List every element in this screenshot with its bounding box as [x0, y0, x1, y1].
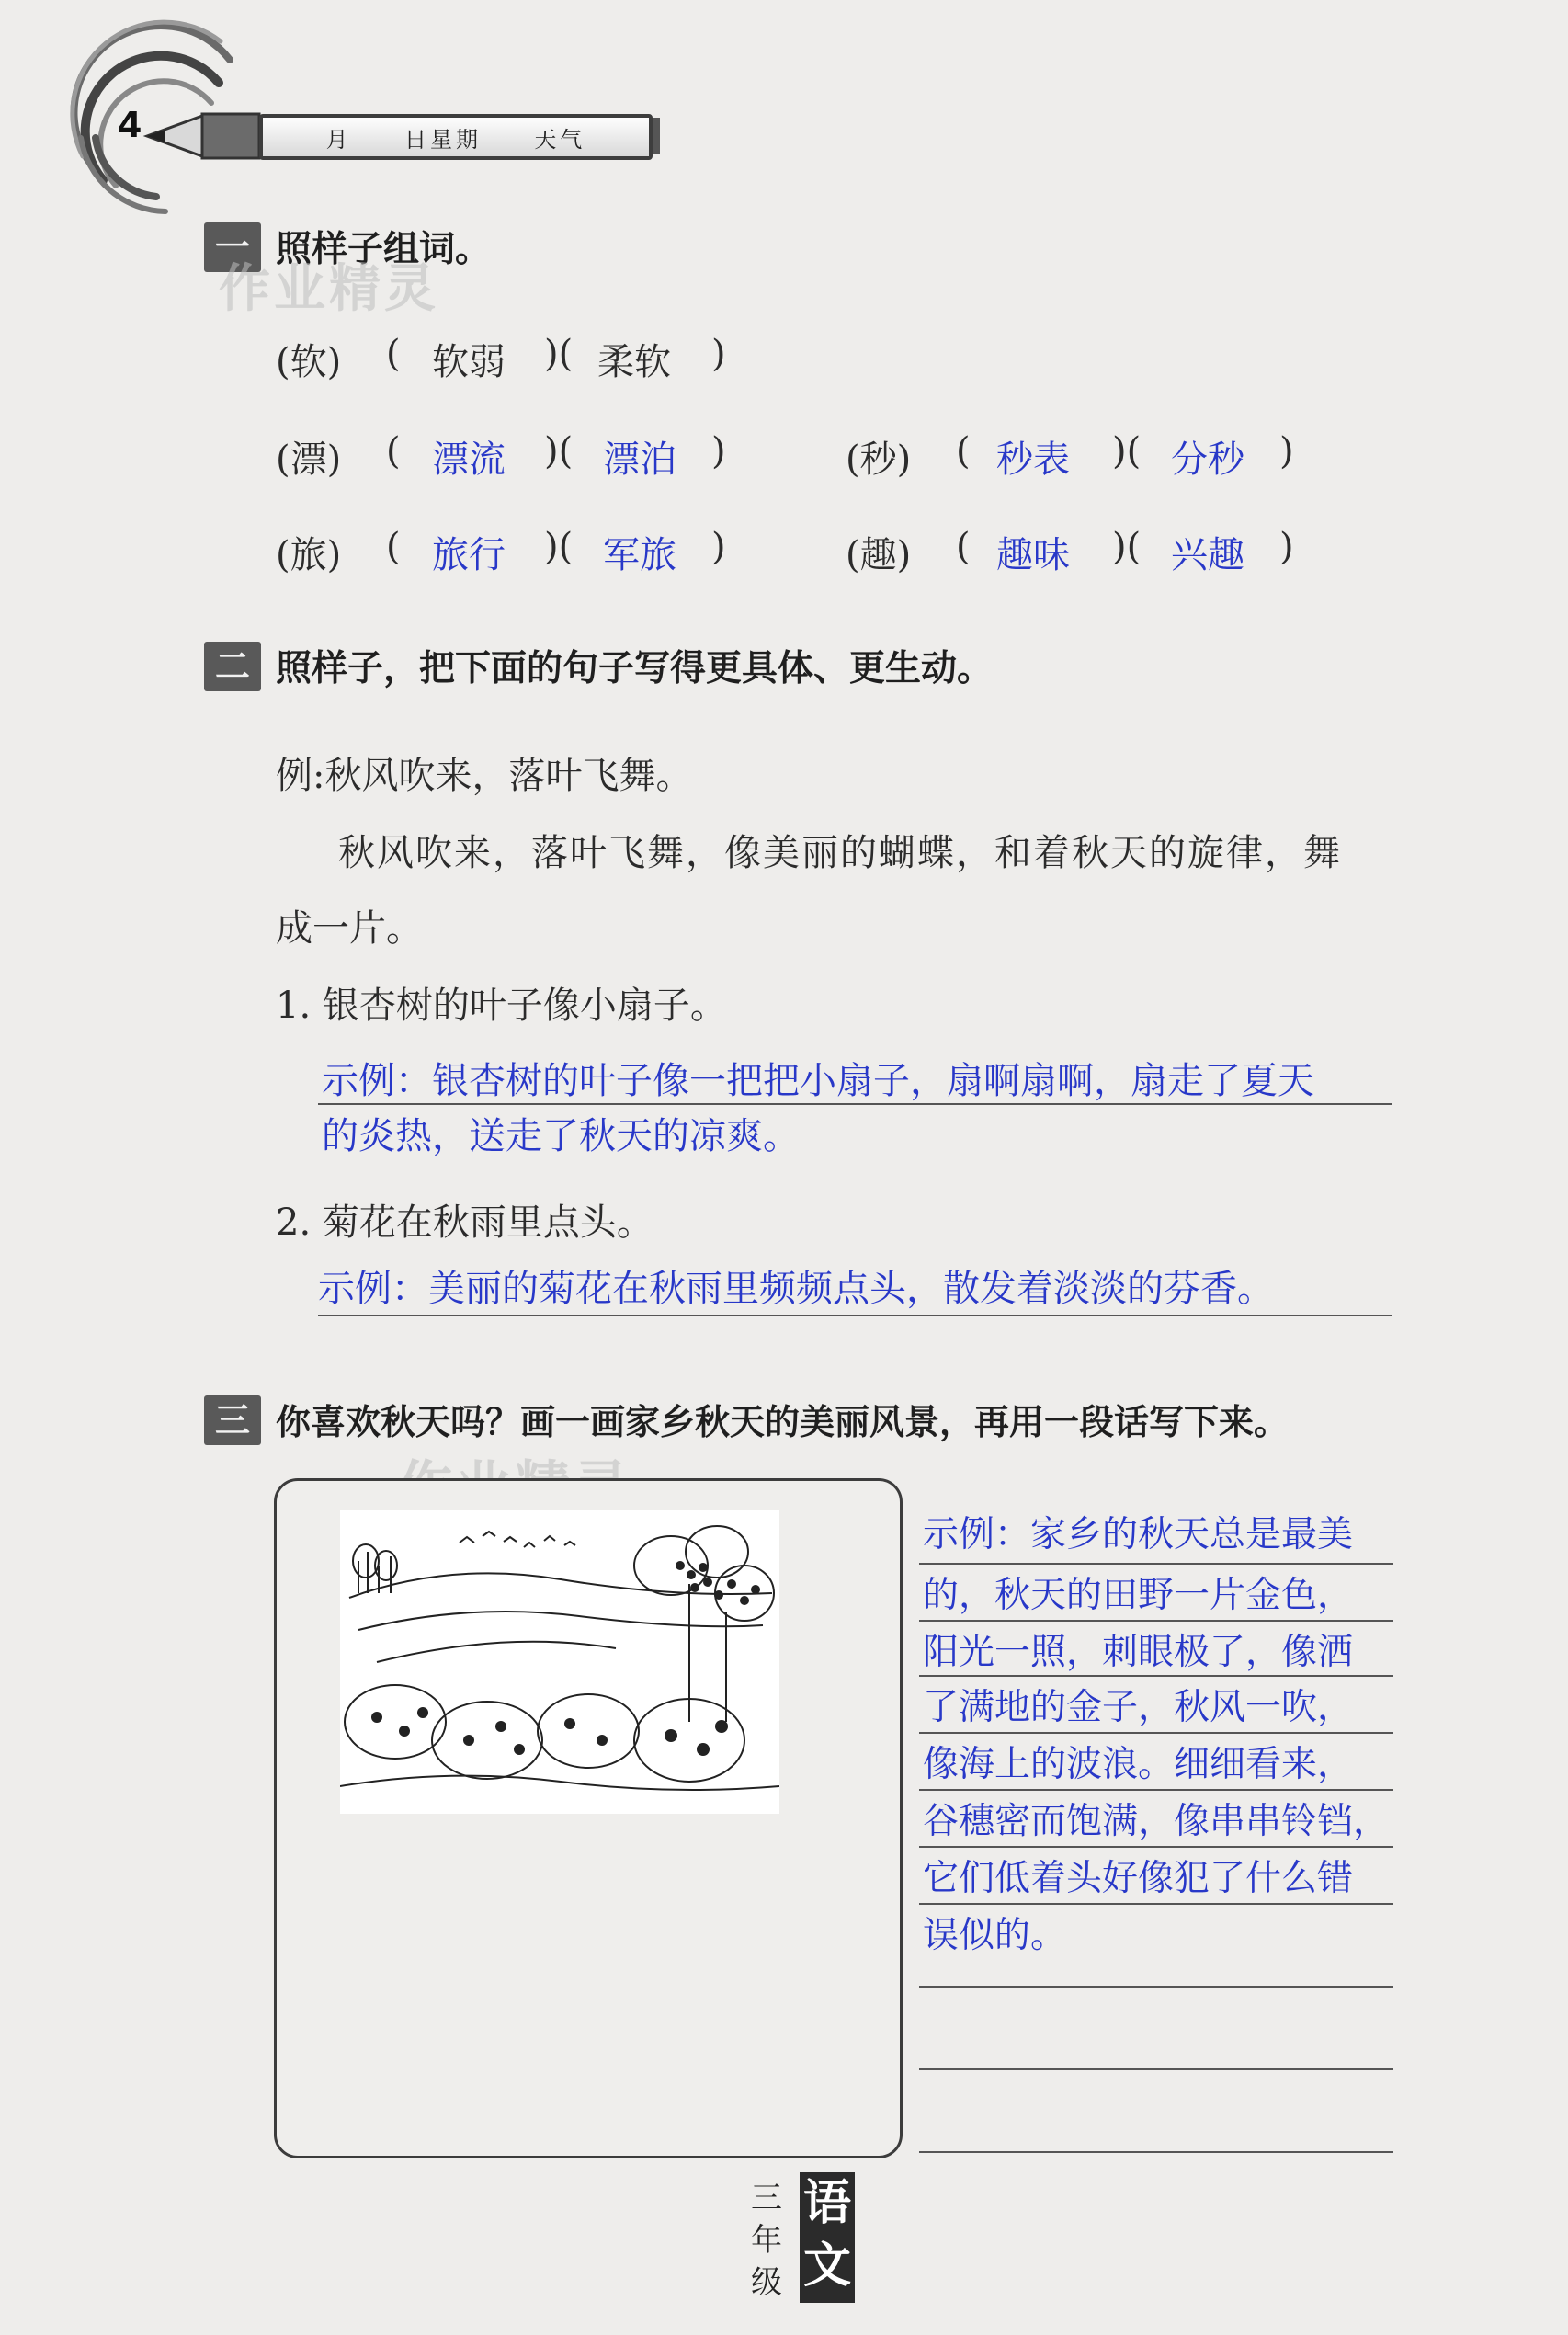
day-weekday-label: 日星期	[403, 126, 482, 153]
answer-quwei: 趣味	[996, 534, 1070, 576]
paren-open: (	[956, 430, 971, 473]
subject-char: 语	[802, 2175, 851, 2231]
paren-close: )	[711, 430, 726, 473]
char-miao: (秒)	[846, 439, 912, 481]
paren-open: (	[956, 526, 971, 568]
paren-open: (	[386, 526, 401, 568]
answer-lvxing: 旅行	[432, 534, 506, 576]
answer-line	[919, 2068, 1393, 2070]
answer-1-line2: 的炎热，送走了秋天的凉爽。	[322, 1115, 800, 1157]
date-weather-bar	[259, 114, 653, 160]
answer-3-line7: 它们低着头好像犯了什么错	[923, 1858, 1354, 1899]
month-label: 月	[325, 126, 352, 153]
paren-close: )	[711, 333, 726, 375]
word-ruanruo: 软弱	[432, 341, 506, 383]
question-2: 2. 菊花在秋雨里点头。	[276, 1202, 653, 1244]
answer-piaoliu: 漂流	[432, 439, 506, 481]
example-expanded-line2: 成一片。	[276, 907, 423, 950]
grade-char: 级	[751, 2264, 782, 2301]
autumn-landscape-illustration	[340, 1510, 779, 1814]
paren-pair: )(	[544, 333, 574, 375]
paren-close: )	[1279, 526, 1294, 568]
answer-3-line8: 误似的。	[923, 1915, 1067, 1956]
answer-miaobiao: 秒表	[996, 439, 1070, 481]
subject-label	[800, 2172, 855, 2303]
paren-pair: )(	[1112, 526, 1142, 568]
paren-pair: )(	[1112, 430, 1142, 473]
page-number: 4	[118, 105, 142, 145]
grade-char: 年	[751, 2222, 782, 2259]
answer-3-line3: 阳光一照，刺眼极了，像洒	[923, 1632, 1354, 1673]
answer-line	[919, 1620, 1393, 1622]
paren-open: (	[386, 333, 401, 375]
watermark: 作业精灵	[219, 259, 439, 319]
char-lv: (旅)	[276, 534, 342, 576]
answer-line	[919, 1903, 1393, 1905]
char-ruan: (软)	[276, 341, 342, 383]
answer-line	[919, 2151, 1393, 2153]
answer-line	[919, 1563, 1393, 1565]
grade-char: 三	[751, 2180, 782, 2216]
section-1-badge: 一	[204, 222, 261, 272]
answer-piaobo: 漂泊	[603, 439, 676, 481]
answer-line	[919, 1789, 1393, 1791]
paren-close: )	[711, 526, 726, 568]
paren-close: )	[1279, 430, 1294, 473]
answer-line	[318, 1103, 1392, 1105]
answer-fenmiao: 分秒	[1171, 439, 1244, 481]
answer-xingqu: 兴趣	[1171, 534, 1244, 576]
grade-label	[748, 2177, 785, 2304]
word-rouruan: 柔软	[597, 341, 671, 383]
paren-pair: )(	[544, 526, 574, 568]
answer-2-line1: 示例：美丽的菊花在秋雨里频频点头，散发着淡淡的芬香。	[318, 1268, 1274, 1310]
answer-3-line1: 示例：家乡的秋天总是最美	[923, 1514, 1354, 1555]
answer-3-line6: 谷穗密而饱满，像串串铃铛，	[923, 1801, 1390, 1842]
char-qu: (趣)	[846, 534, 912, 576]
answer-3-line5: 像海上的波浪。细细看来，	[923, 1744, 1354, 1785]
paren-pair: )(	[544, 430, 574, 473]
section-3-badge: 三	[204, 1395, 261, 1445]
answer-line	[318, 1315, 1392, 1316]
weather-label: 天气	[534, 126, 586, 153]
answer-1-line1: 示例：银杏树的叶子像一把把小扇子，扇啊扇啊，扇走了夏天	[322, 1060, 1314, 1102]
section-2-title: 照样子，把下面的句子写得更具体、更生动。	[276, 648, 994, 689]
paren-open: (	[386, 430, 401, 473]
answer-line	[919, 1846, 1393, 1848]
answer-line	[919, 1675, 1393, 1677]
answer-line	[919, 1986, 1393, 1988]
answer-line	[919, 1732, 1393, 1734]
answer-3-line4: 了满地的金子，秋风一吹，	[923, 1687, 1354, 1728]
section-2-badge: 二	[204, 642, 261, 691]
section-3-title: 你喜欢秋天吗？画一画家乡秋天的美丽风景，再用一段话写下来。	[276, 1402, 1290, 1442]
answer-3-line2: 的，秋天的田野一片金色，	[923, 1575, 1354, 1616]
subject-char: 文	[802, 2238, 851, 2294]
char-piao: (漂)	[276, 439, 342, 481]
question-1: 1. 银杏树的叶子像小扇子。	[276, 985, 727, 1027]
example-expanded-line1: 秋风吹来，落叶飞舞，像美丽的蝴蝶，和着秋天的旋律，舞	[338, 832, 1342, 874]
example-sentence: 例:秋风吹来，落叶飞舞。	[276, 755, 693, 797]
section-1-title: 照样子组词。	[276, 229, 492, 270]
answer-junlv: 军旅	[603, 534, 676, 576]
